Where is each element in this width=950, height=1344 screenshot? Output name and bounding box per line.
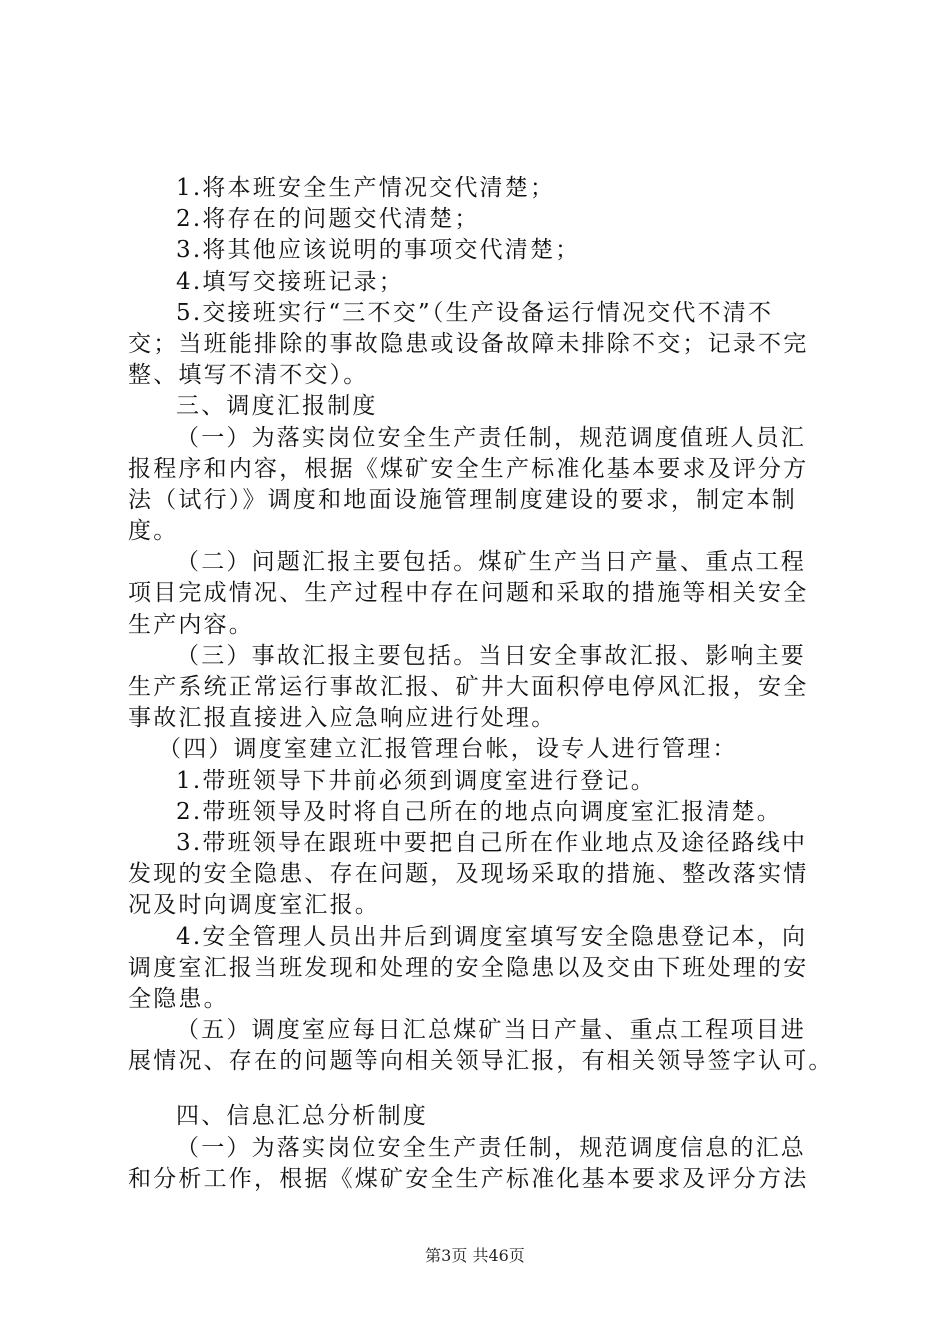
text-line: 和分析工作，根据《煤矿安全生产标准化基本要求及评分方法 xyxy=(128,1165,809,1192)
text-line: （四）调度室建立汇报管理台帐，设专人进行管理： xyxy=(158,736,738,763)
text-line: 3.将其他应该说明的事项交代清楚； xyxy=(176,237,581,264)
text-line: 四、信息汇总分析制度 xyxy=(176,1103,428,1130)
text-line: 发现的安全隐患、存在问题，及现场采取的措施、整改落实情 xyxy=(128,861,809,888)
text-line: 5.交接班实行“三不交”（生产设备运行情况交代不清不 xyxy=(176,299,774,326)
text-line: 2.带班领导及时将自己所在的地点向调度室汇报清楚。 xyxy=(176,798,782,825)
text-line: （一）为落实岗位安全生产责任制，规范调度值班人员汇 xyxy=(176,424,806,451)
text-line: 3.带班领导在跟班中要把自己所在作业地点及途径路线中 xyxy=(176,829,808,856)
text-line: （三）事故汇报主要包括。当日安全事故汇报、影响主要 xyxy=(176,642,806,669)
text-line: 项目完成情况、生产过程中存在问题和采取的措施等相关安全 xyxy=(128,580,809,607)
text-line: 生产系统正常运行事故汇报、矿井大面积停电停风汇报，安全 xyxy=(128,674,809,700)
text-line: 4.安全管理人员出井后到调度室填写安全隐患登记本，向 xyxy=(176,923,808,950)
text-line: 4.填写交接班记录； xyxy=(176,268,404,295)
text-line: 调度室汇报当班发现和处理的安全隐患以及交由下班处理的安 xyxy=(128,954,809,981)
text-line: 整、填写不清不交）。 xyxy=(128,362,369,389)
text-line: 况及时向调度室汇报。 xyxy=(128,892,380,919)
document-body xyxy=(128,173,833,1195)
text-line: （二）问题汇报主要包括。煤矿生产当日产量、重点工程 xyxy=(176,549,806,576)
page-number-footer: 第3页 共46页 xyxy=(425,1246,525,1265)
text-line: （五）调度室应每日汇总煤矿当日产量、重点工程项目进 xyxy=(176,1017,806,1044)
text-line: 1.带班领导下井前必须到调度室进行登记。 xyxy=(176,767,656,794)
text-line: 事故汇报直接进入应急响应进行处理。 xyxy=(128,705,557,732)
text-line: 全隐患。 xyxy=(128,985,229,1012)
paragraph-gap xyxy=(128,1077,833,1101)
text-line: 展情况、存在的问题等向相关领导汇报，有相关领导签字认可。 xyxy=(128,1048,834,1075)
text-line: 2.将存在的问题交代清楚； xyxy=(176,206,480,233)
text-line: 报程序和内容，根据《煤矿安全生产标准化基本要求及评分方 xyxy=(128,455,809,482)
text-line: 度。 xyxy=(128,518,179,545)
text-line: 生产内容。 xyxy=(128,611,254,638)
text-line: 三、调度汇报制度 xyxy=(176,393,378,420)
text-line: 法（试行）》调度和地面设施管理制度建设的要求，制定本制 xyxy=(128,486,797,513)
text-line: 交；当班能排除的事故隐患或设备故障未排除不交；记录不完 xyxy=(128,330,809,357)
text-line: （一）为落实岗位安全生产责任制，规范调度信息的汇总 xyxy=(176,1134,806,1161)
text-line: 1.将本班安全生产情况交代清楚； xyxy=(176,175,556,201)
